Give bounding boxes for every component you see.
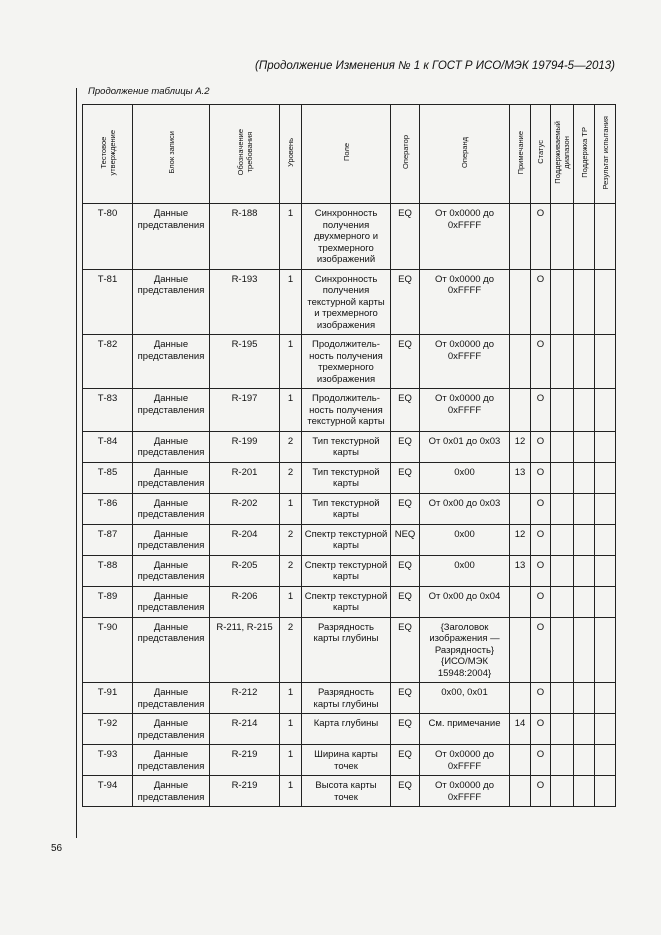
status-cell: O: [531, 269, 551, 335]
status-cell: O: [531, 776, 551, 807]
operator-cell: EQ: [391, 745, 420, 776]
level-cell: 2: [280, 524, 302, 555]
requirement-id-cell: R-214: [210, 714, 280, 745]
test-assertion-cell: Т-85: [83, 462, 133, 493]
test-result-cell: [595, 335, 616, 389]
field-cell: Тип текстурной карты: [302, 462, 391, 493]
field-cell: Высота карты точек: [302, 776, 391, 807]
operand-cell: {Заголовок изображения — Разрядность} {ИСО/МЭК 15948:2004}: [420, 617, 510, 683]
status-cell: O: [531, 714, 551, 745]
operator-cell: EQ: [391, 335, 420, 389]
test-result-cell: [595, 586, 616, 617]
level-cell: 1: [280, 683, 302, 714]
table-row: [83, 745, 616, 776]
field-cell: Карта глубины: [302, 714, 391, 745]
note-cell: [510, 745, 531, 776]
status-cell: O: [531, 745, 551, 776]
note-cell: 13: [510, 462, 531, 493]
table-body: [83, 204, 616, 807]
note-cell: [510, 776, 531, 807]
tp-support-cell: [574, 462, 595, 493]
record-block-cell: Данные представления: [133, 462, 210, 493]
supported-range-cell: [551, 431, 574, 462]
tp-support-cell: [574, 204, 595, 270]
requirement-id-cell: R-195: [210, 335, 280, 389]
record-block-cell: Данные представления: [133, 269, 210, 335]
note-cell: 12: [510, 431, 531, 462]
operator-cell: EQ: [391, 776, 420, 807]
status-cell: O: [531, 204, 551, 270]
status-cell: O: [531, 617, 551, 683]
test-assertion-cell: Т-87: [83, 524, 133, 555]
col-header-tp-support: Поддержка ТР: [574, 105, 595, 204]
field-cell: Синхронность получения текстурной карты и трехмерного изображения: [302, 269, 391, 335]
level-cell: 1: [280, 745, 302, 776]
record-block-cell: Данные представления: [133, 683, 210, 714]
supported-range-cell: [551, 617, 574, 683]
table-row: [83, 269, 616, 335]
note-cell: [510, 586, 531, 617]
field-cell: Спектр текстурной карты: [302, 524, 391, 555]
operand-cell: От 0x0000 до 0xFFFF: [420, 204, 510, 270]
status-cell: O: [531, 493, 551, 524]
operator-cell: NEQ: [391, 524, 420, 555]
supported-range-cell: [551, 335, 574, 389]
col-header-test-result: Результат испытания: [595, 105, 616, 204]
record-block-cell: Данные представления: [133, 586, 210, 617]
supported-range-cell: [551, 524, 574, 555]
table-caption: Продолжение таблицы А.2: [88, 86, 210, 97]
status-cell: O: [531, 462, 551, 493]
operand-cell: 0x00: [420, 524, 510, 555]
level-cell: 2: [280, 555, 302, 586]
note-cell: [510, 493, 531, 524]
status-cell: O: [531, 586, 551, 617]
supported-range-cell: [551, 462, 574, 493]
requirement-id-cell: R-219: [210, 776, 280, 807]
col-header-record-block: Блок записи: [133, 105, 210, 204]
col-header-note: Примечание: [510, 105, 531, 204]
field-cell: Продолжитель-ность получения текстурной карты: [302, 389, 391, 432]
tp-support-cell: [574, 745, 595, 776]
test-result-cell: [595, 524, 616, 555]
note-cell: [510, 269, 531, 335]
field-cell: Разрядность карты глубины: [302, 617, 391, 683]
field-cell: Продолжитель-ность получения трехмерного изображения: [302, 335, 391, 389]
record-block-cell: Данные представления: [133, 431, 210, 462]
operand-cell: От 0x0000 до 0xFFFF: [420, 269, 510, 335]
note-cell: 13: [510, 555, 531, 586]
requirement-id-cell: R-202: [210, 493, 280, 524]
margin-line: [76, 88, 77, 838]
test-result-cell: [595, 204, 616, 270]
supported-range-cell: [551, 204, 574, 270]
status-cell: O: [531, 555, 551, 586]
note-cell: [510, 683, 531, 714]
operand-cell: См. примечание: [420, 714, 510, 745]
col-header-status: Статус: [531, 105, 551, 204]
status-cell: O: [531, 431, 551, 462]
operand-cell: От 0x0000 до 0xFFFF: [420, 335, 510, 389]
operator-cell: EQ: [391, 462, 420, 493]
table-row: [83, 555, 616, 586]
table-row: [83, 524, 616, 555]
field-cell: Спектр текстурной карты: [302, 586, 391, 617]
requirements-table: [82, 104, 616, 807]
status-cell: O: [531, 683, 551, 714]
level-cell: 2: [280, 431, 302, 462]
test-assertion-cell: Т-94: [83, 776, 133, 807]
test-assertion-cell: Т-80: [83, 204, 133, 270]
test-assertion-cell: Т-88: [83, 555, 133, 586]
test-result-cell: [595, 617, 616, 683]
operator-cell: EQ: [391, 714, 420, 745]
col-header-supported-range: Поддерживаемый диапазон: [551, 105, 574, 204]
record-block-cell: Данные представления: [133, 617, 210, 683]
col-header-operand: Операнд: [420, 105, 510, 204]
test-result-cell: [595, 462, 616, 493]
supported-range-cell: [551, 493, 574, 524]
table-row: [83, 683, 616, 714]
level-cell: 1: [280, 204, 302, 270]
requirement-id-cell: R-204: [210, 524, 280, 555]
level-cell: 1: [280, 714, 302, 745]
record-block-cell: Данные представления: [133, 204, 210, 270]
operator-cell: EQ: [391, 389, 420, 432]
tp-support-cell: [574, 555, 595, 586]
tp-support-cell: [574, 586, 595, 617]
level-cell: 2: [280, 462, 302, 493]
operand-cell: 0x00: [420, 555, 510, 586]
test-assertion-cell: Т-86: [83, 493, 133, 524]
tp-support-cell: [574, 617, 595, 683]
test-result-cell: [595, 493, 616, 524]
supported-range-cell: [551, 714, 574, 745]
requirement-id-cell: R-205: [210, 555, 280, 586]
requirement-id-cell: R-188: [210, 204, 280, 270]
operand-cell: От 0x00 до 0x04: [420, 586, 510, 617]
test-result-cell: [595, 555, 616, 586]
level-cell: 1: [280, 776, 302, 807]
operator-cell: EQ: [391, 586, 420, 617]
record-block-cell: Данные представления: [133, 555, 210, 586]
operator-cell: EQ: [391, 493, 420, 524]
record-block-cell: Данные представления: [133, 524, 210, 555]
test-result-cell: [595, 776, 616, 807]
operand-cell: От 0x01 до 0x03: [420, 431, 510, 462]
header-row: [83, 105, 616, 204]
col-header-field: Поле: [302, 105, 391, 204]
operator-cell: EQ: [391, 617, 420, 683]
operator-cell: EQ: [391, 683, 420, 714]
test-result-cell: [595, 745, 616, 776]
level-cell: 2: [280, 617, 302, 683]
test-assertion-cell: Т-84: [83, 431, 133, 462]
test-assertion-cell: Т-82: [83, 335, 133, 389]
status-cell: O: [531, 389, 551, 432]
requirement-id-cell: R-206: [210, 586, 280, 617]
table-row: [83, 462, 616, 493]
supported-range-cell: [551, 683, 574, 714]
note-cell: [510, 204, 531, 270]
operator-cell: EQ: [391, 431, 420, 462]
supported-range-cell: [551, 269, 574, 335]
test-assertion-cell: Т-90: [83, 617, 133, 683]
note-cell: [510, 335, 531, 389]
field-cell: Синхронность получения двухмерного и трехмерного изображений: [302, 204, 391, 270]
field-cell: Спектр текстурной карты: [302, 555, 391, 586]
test-result-cell: [595, 431, 616, 462]
record-block-cell: Данные представления: [133, 493, 210, 524]
table-row: [83, 389, 616, 432]
requirement-id-cell: R-193: [210, 269, 280, 335]
level-cell: 1: [280, 493, 302, 524]
table-row: [83, 617, 616, 683]
page-number: 56: [51, 843, 63, 854]
table-row: [83, 586, 616, 617]
test-result-cell: [595, 714, 616, 745]
test-assertion-cell: Т-83: [83, 389, 133, 432]
operand-cell: От 0x0000 до 0xFFFF: [420, 745, 510, 776]
requirement-id-cell: R-197: [210, 389, 280, 432]
supported-range-cell: [551, 745, 574, 776]
table-row: [83, 714, 616, 745]
operand-cell: От 0x0000 до 0xFFFF: [420, 776, 510, 807]
test-assertion-cell: Т-89: [83, 586, 133, 617]
note-cell: 14: [510, 714, 531, 745]
tp-support-cell: [574, 493, 595, 524]
record-block-cell: Данные представления: [133, 714, 210, 745]
tp-support-cell: [574, 524, 595, 555]
tp-support-cell: [574, 431, 595, 462]
requirement-id-cell: R-219: [210, 745, 280, 776]
test-assertion-cell: Т-93: [83, 745, 133, 776]
test-assertion-cell: Т-91: [83, 683, 133, 714]
note-cell: [510, 617, 531, 683]
operator-cell: EQ: [391, 204, 420, 270]
supported-range-cell: [551, 389, 574, 432]
supported-range-cell: [551, 586, 574, 617]
supported-range-cell: [551, 776, 574, 807]
col-header-level: Уровень: [280, 105, 302, 204]
operator-cell: EQ: [391, 269, 420, 335]
requirement-id-cell: R-201: [210, 462, 280, 493]
requirement-id-cell: R-211, R-215: [210, 617, 280, 683]
supported-range-cell: [551, 555, 574, 586]
tp-support-cell: [574, 389, 595, 432]
note-cell: [510, 389, 531, 432]
tp-support-cell: [574, 335, 595, 389]
field-cell: Тип текстурной карты: [302, 431, 391, 462]
field-cell: Тип текстурной карты: [302, 493, 391, 524]
table-row: [83, 204, 616, 270]
header-note: (Продолжение Изменения № 1 к ГОСТ Р ИСО/МЭК 19794-5—2013): [255, 60, 615, 72]
operand-cell: От 0x00 до 0x03: [420, 493, 510, 524]
operand-cell: 0x00: [420, 462, 510, 493]
test-result-cell: [595, 389, 616, 432]
requirement-id-cell: R-199: [210, 431, 280, 462]
col-header-operator: Оператор: [391, 105, 420, 204]
level-cell: 1: [280, 269, 302, 335]
operand-cell: 0x00, 0x01: [420, 683, 510, 714]
record-block-cell: Данные представления: [133, 335, 210, 389]
test-assertion-cell: Т-92: [83, 714, 133, 745]
test-result-cell: [595, 269, 616, 335]
record-block-cell: Данные представления: [133, 389, 210, 432]
table-row: [83, 431, 616, 462]
table-row: [83, 776, 616, 807]
level-cell: 1: [280, 389, 302, 432]
tp-support-cell: [574, 776, 595, 807]
status-cell: O: [531, 335, 551, 389]
operand-cell: От 0x0000 до 0xFFFF: [420, 389, 510, 432]
status-cell: O: [531, 524, 551, 555]
tp-support-cell: [574, 269, 595, 335]
level-cell: 1: [280, 586, 302, 617]
note-cell: 12: [510, 524, 531, 555]
tp-support-cell: [574, 714, 595, 745]
test-result-cell: [595, 683, 616, 714]
record-block-cell: Данные представления: [133, 776, 210, 807]
record-block-cell: Данные представления: [133, 745, 210, 776]
tp-support-cell: [574, 683, 595, 714]
table-row: [83, 493, 616, 524]
requirement-id-cell: R-212: [210, 683, 280, 714]
test-assertion-cell: Т-81: [83, 269, 133, 335]
table-row: [83, 335, 616, 389]
col-header-test-assertion: Тестовое утверждение: [83, 105, 133, 204]
field-cell: Ширина карты точек: [302, 745, 391, 776]
level-cell: 1: [280, 335, 302, 389]
operator-cell: EQ: [391, 555, 420, 586]
col-header-requirement-id: Обозначение требования: [210, 105, 280, 204]
field-cell: Разрядность карты глубины: [302, 683, 391, 714]
